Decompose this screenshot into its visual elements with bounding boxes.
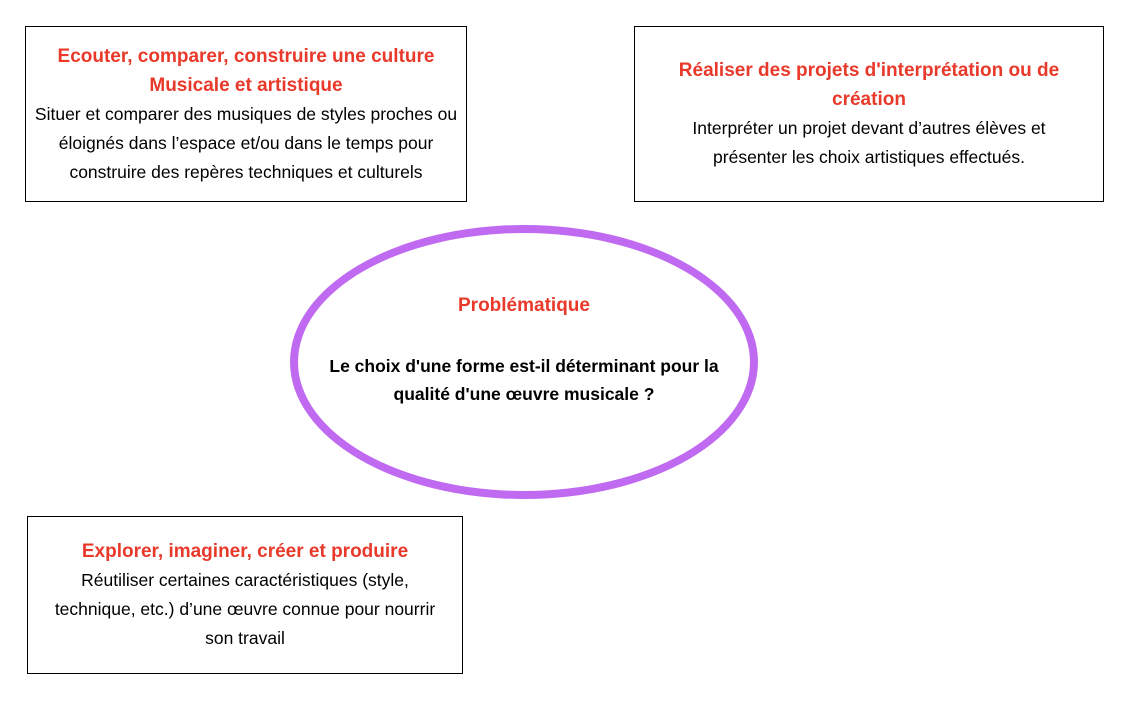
- competence-text-explorer: Réutiliser certaines caractéristiques (style, technique, etc.) d’une œuvre connue pour nourrir son travail: [54, 570, 436, 648]
- competence-text-realiser: Interpréter un projet devant d’autres élèves et présenter les choix artistiques effectués.: [692, 118, 1046, 167]
- competence-title-ecouter: Ecouter, comparer, construire une culture Musicale et artistique: [57, 45, 435, 96]
- competence-title-realiser: Réaliser des projets d'interprétation ou de création: [678, 60, 1060, 110]
- competence-title-explorer: Explorer, imaginer, créer et produire: [81, 541, 409, 562]
- competence-text-ecouter: Situer et comparer des musiques de styles proches ou éloignés dans l’espace et/ou dans le temps pour construire des repères techniques et culturels: [34, 103, 458, 182]
- competence-box-explorer: [27, 516, 463, 674]
- competence-box-realiser: [634, 26, 1104, 202]
- competence-box-ecouter: [25, 26, 467, 202]
- problematique-question: Le choix d'une forme est-il déterminant pour la qualité d'une œuvre musicale ?: [329, 356, 719, 404]
- problematique-title: Problématique: [458, 295, 590, 316]
